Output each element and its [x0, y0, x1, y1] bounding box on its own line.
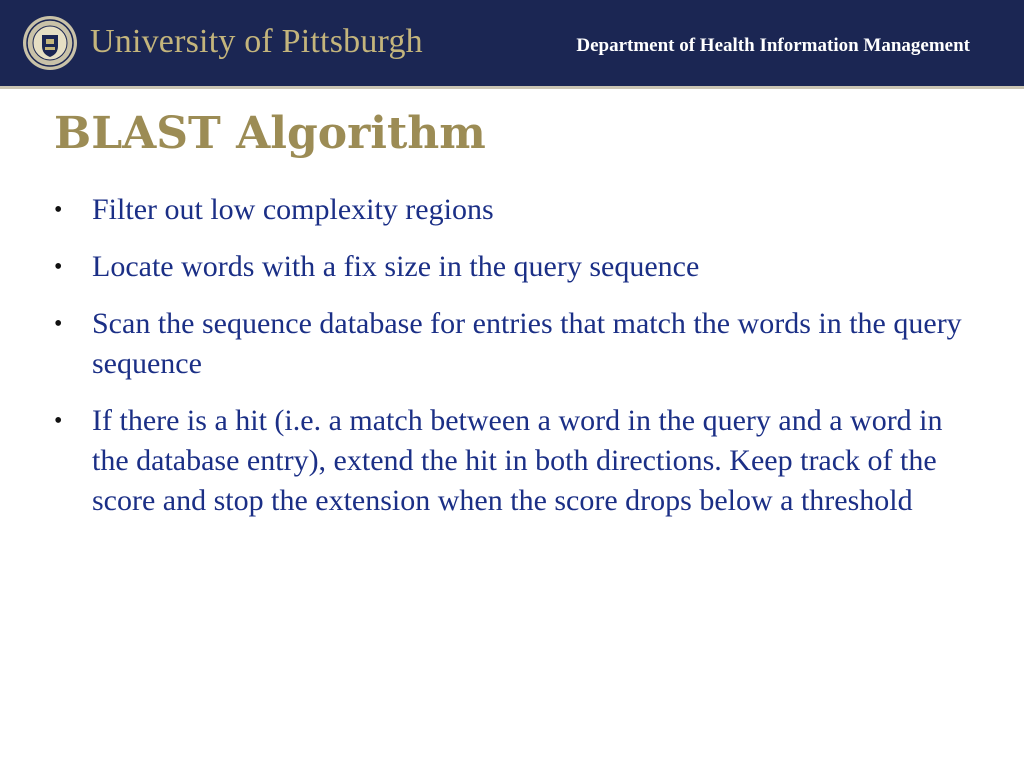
university-seal-logo: [22, 15, 78, 71]
bullet-item: [54, 247, 966, 287]
department-name: Department of Health Information Management: [576, 35, 970, 56]
university-wordmark: University of Pittsburgh: [90, 23, 423, 60]
bullet-text: If there is a hit (i.e. a match between a word in the query and a word in the database entry), extend the hit in both directions. Keep track of the score and stop the extension when the score drops below a threshold: [92, 404, 943, 517]
header-bar: [0, 0, 1024, 86]
bullet-marker: •: [54, 254, 63, 280]
bullet-text: Filter out low complexity regions: [92, 193, 494, 226]
bullet-item: [54, 190, 966, 230]
bullet-marker: •: [54, 197, 63, 223]
header-divider: [0, 86, 1024, 89]
bullet-marker: •: [54, 311, 63, 337]
slide-title: BLAST Algorithm: [54, 108, 486, 159]
bullet-item: [54, 401, 966, 521]
bullet-item: [54, 304, 966, 384]
bullet-text: Scan the sequence database for entries that match the words in the query sequence: [92, 307, 962, 380]
bullet-text: Locate words with a fix size in the query sequence: [92, 250, 700, 283]
bullet-marker: •: [54, 408, 63, 434]
bullet-list: [54, 190, 966, 538]
